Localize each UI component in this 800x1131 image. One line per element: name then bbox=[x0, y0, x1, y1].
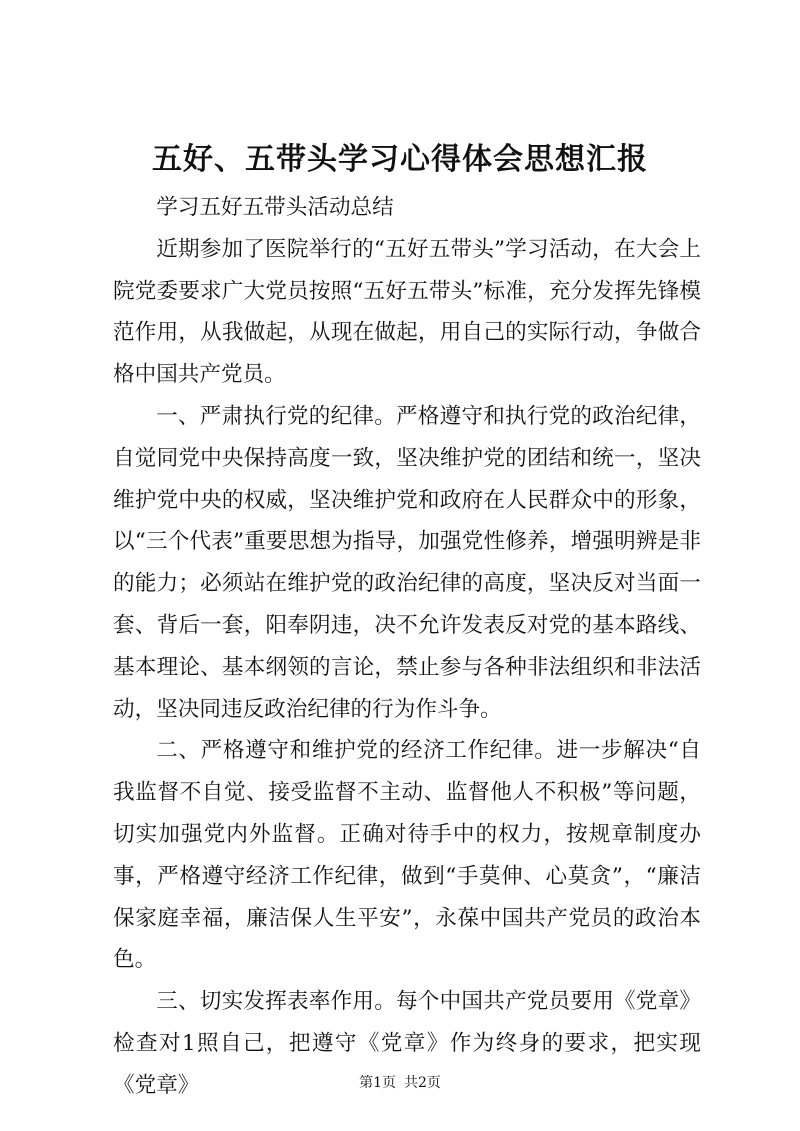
page-footer bbox=[0, 1073, 800, 1093]
paragraph-point-1: 一、严肃执行党的纪律。严格遵守和执行党的政治纪律，自觉同党中央保持高度一致，坚决维护党的团结和统一，坚决维护党中央的权威，坚决维护党和政府在人民群众中的形象，以“三个代表”重要思想为指导，加强党性修养，增强明辨是非的能力；必须站在维护党的政治纪律的高度，坚决反对当面一套、背后一套，阳奉阴违，决不允许发表反对党的基本路线、基本理论、基本纲领的言论，禁止参与各种非法组织和非法活动，坚决同违反政治纪律的行为作斗争。 bbox=[113, 403, 701, 722]
page-number-total: 共2页 bbox=[404, 1075, 441, 1091]
document-title: 五好、五带头学习心得体会思想汇报 bbox=[152, 142, 648, 177]
document-body bbox=[113, 187, 701, 1107]
paragraph-subtitle: 学习五好五带头活动总结 bbox=[156, 195, 394, 220]
paragraph-point-2: 二、严格遵守和维护党的经济工作纪律。进一步解决“自我监督不自觉、接受监督不主动、监督他人不积极”等问题，切实加强党内外监督。正确对待手中的权力，按规章制度办事，严格遵守经济工作纪律，做到“手莫伸、心莫贪”，“廉洁保家庭幸福，廉洁保人生平安”，永葆中国共产党员的政治本色。 bbox=[113, 738, 701, 973]
paragraph-point-3: 三、切实发挥表率作用。每个中国共产党员要用《党章》检查对1照自己，把遵守《党章》作为终身的要求，把实现《党章》 bbox=[113, 989, 701, 1098]
page-number-current: 第1页 bbox=[359, 1075, 396, 1091]
paragraph-intro: 近期参加了医院举行的“五好五带头”学习活动，在大会上院党委要求广大党员按照“五好五带头”标准，充分发挥先锋模范作用，从我做起，从现在做起，用自己的实际行动，争做合格中国共产党员。 bbox=[113, 236, 701, 388]
